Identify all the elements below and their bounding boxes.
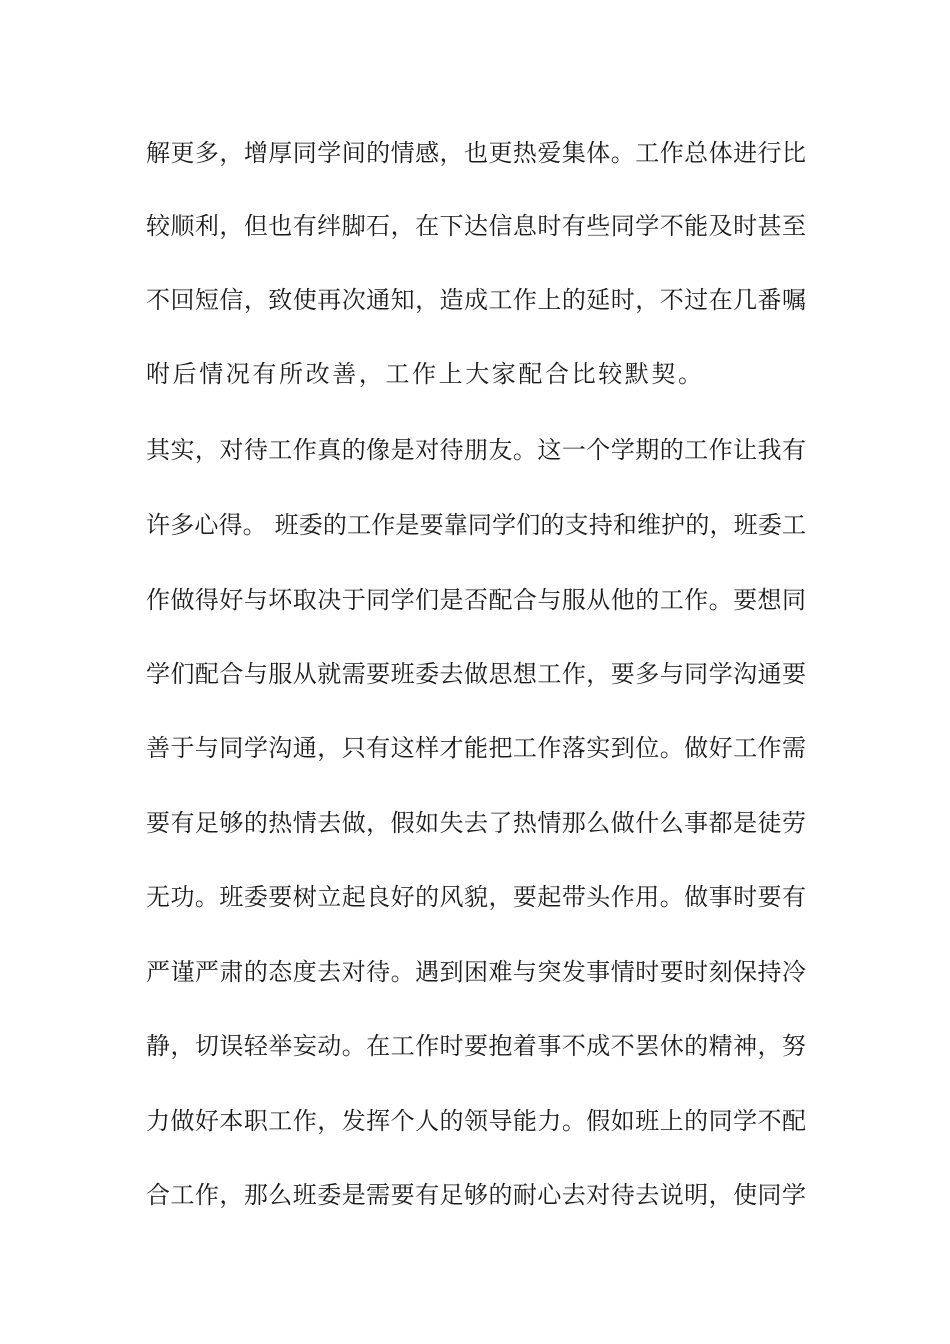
text-line-11: 无功。班委要树立起良好的风貌，要起带头作用。做事时要有	[146, 883, 806, 911]
text-line-14: 力做好本职工作，发挥个人的领导能力。假如班上的同学不配	[146, 1107, 806, 1135]
text-line-3: 不回短信，致使再次通知，造成工作上的延时，不过在几番嘱	[146, 286, 806, 314]
text-line-7: 作做得好与坏取决于同学们是否配合与服从他的工作。要想同	[146, 586, 806, 614]
text-line-8: 学们配合与服从就需要班委去做思想工作，要多与同学沟通要	[146, 660, 806, 688]
text-line-5: 其实，对待工作真的像是对待朋友。这一个学期的工作让我有	[146, 436, 806, 464]
text-line-2: 较顺利，但也有绊脚石，在下达信息时有些同学不能及时甚至	[146, 212, 806, 240]
text-line-13: 静，切误轻举妄动。在工作时要抱着事不成不罢休的精神，努	[146, 1032, 806, 1060]
text-line-15: 合工作，那么班委是需要有足够的耐心去对待去说明，使同学	[146, 1181, 806, 1209]
text-line-6: 许多心得。 班委的工作是要靠同学们的支持和维护的，班委工	[146, 511, 806, 539]
text-line-10: 要有足够的热情去做，假如失去了热情那么做什么事都是徒劳	[146, 809, 806, 837]
text-line-12: 严谨严肃的态度去对待。遇到困难与突发事情时要时刻保持冷	[146, 958, 806, 986]
text-line-1: 解更多，增厚同学间的情感，也更热爱集体。工作总体进行比	[146, 139, 806, 167]
text-line-9: 善于与同学沟通，只有这样才能把工作落实到位。做好工作需	[146, 734, 806, 762]
text-line-4: 咐后情况有所改善，工作上大家配合比较默契。	[146, 360, 705, 388]
